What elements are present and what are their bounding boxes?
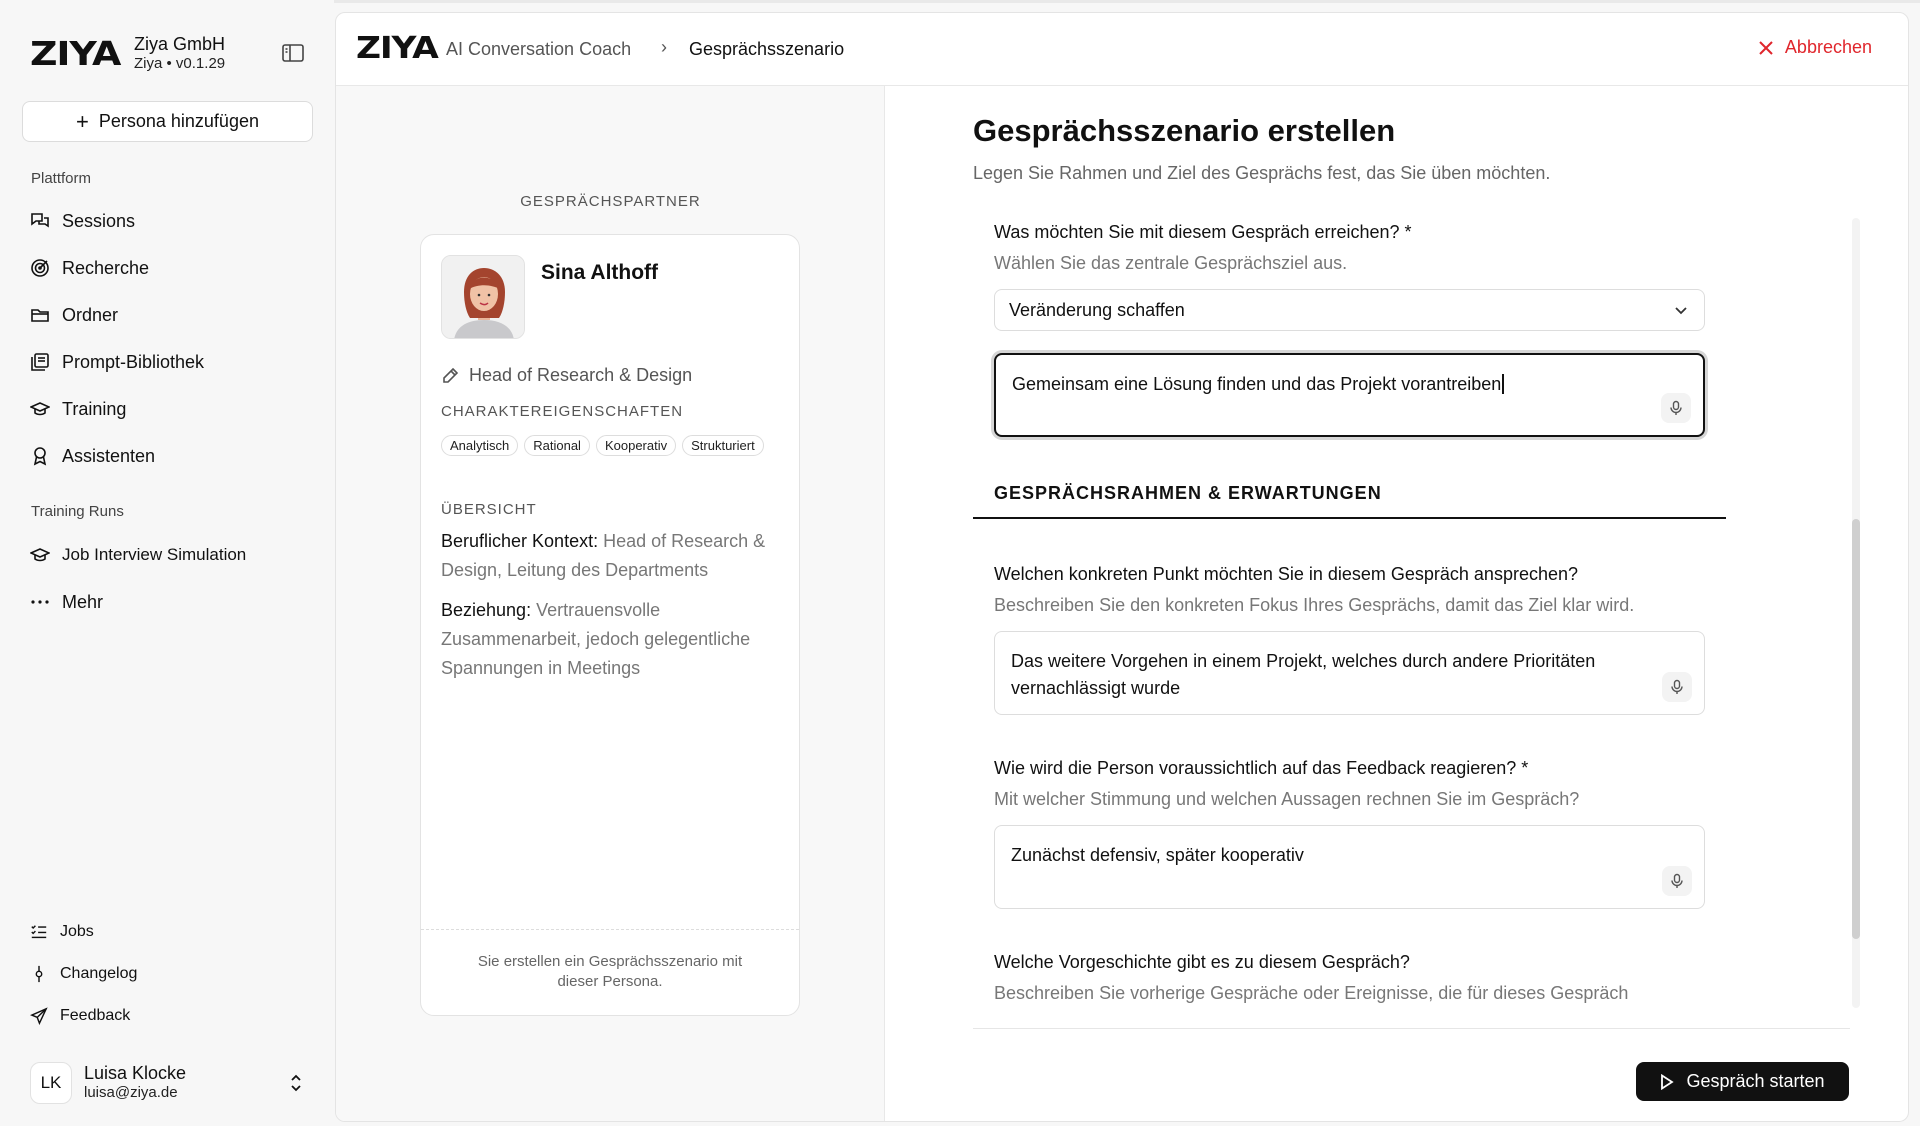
sidebar-item-jobs[interactable] <box>30 917 94 947</box>
reaction-help: Mit welcher Stimmung und welchen Aussagen rechnen Sie im Gespräch? <box>994 789 1580 809</box>
user-email: luisa@ziya.de <box>84 1084 178 1101</box>
library-icon <box>30 352 50 372</box>
sidebar-item-label: Mehr <box>62 591 104 612</box>
trait-tag: Rational <box>524 435 590 456</box>
play-icon <box>1660 1074 1674 1090</box>
scenario-form <box>885 86 1909 1122</box>
sidebar-item-label: Sessions <box>62 210 136 231</box>
sidebar-item-label: Ordner <box>62 304 119 325</box>
app-version: Ziya • v0.1.29 <box>134 54 226 72</box>
sidebar <box>0 0 334 1126</box>
goal-select[interactable] <box>994 289 1705 331</box>
page-title: Gesprächsszenario erstellen <box>973 113 1396 148</box>
sidebar-item-changelog[interactable] <box>30 959 137 989</box>
sidebar-item-label: Assistenten <box>62 445 156 466</box>
sidebar-toggle-icon[interactable] <box>282 44 304 62</box>
history-help: Beschreiben Sie vorherige Gespräche oder Ereignisse, die für dieses Gespräch <box>994 983 1629 1003</box>
section-title: GESPRÄCHSRAHMEN & ERWARTUNGEN <box>994 483 1382 503</box>
sidebar-item-label: Feedback <box>60 1007 131 1024</box>
avatar: LK <box>30 1062 72 1104</box>
relationship <box>441 596 786 683</box>
traits-list <box>441 435 781 456</box>
chevrons-up-down-icon <box>287 1073 305 1093</box>
context-label: Beruflicher Kontext: <box>441 531 599 551</box>
add-persona-label: Persona hinzufügen <box>98 111 259 131</box>
persona-pane <box>336 86 885 1122</box>
section-divider <box>973 517 1726 519</box>
send-icon <box>30 1007 48 1025</box>
professional-context <box>441 527 786 585</box>
award-icon <box>30 446 50 466</box>
org-switcher[interactable] <box>134 35 225 73</box>
persona-name: Sina Althoff <box>541 261 659 284</box>
point-question: Welchen konkreten Punkt möchten Sie in diesem Gespräch ansprechen? <box>994 564 1578 584</box>
sidebar-item-mehr[interactable] <box>30 587 103 617</box>
microphone-icon <box>1668 400 1684 416</box>
cancel-button[interactable] <box>1759 37 1872 58</box>
add-persona-button[interactable] <box>22 101 313 142</box>
target-icon <box>30 258 50 278</box>
sidebar-item-training[interactable] <box>30 394 126 424</box>
point-text: Das weitere Vorgehen in einem Projekt, welches durch andere Prioritäten vernachlässigt wurde <box>1011 651 1596 698</box>
sidebar-item-label: Recherche <box>62 257 150 278</box>
goal-select-value: Veränderung schaffen <box>1009 299 1185 320</box>
main-panel <box>335 12 1909 1122</box>
sidebar-item-feedback[interactable] <box>30 1001 130 1031</box>
brand <box>30 34 225 73</box>
list-checks-icon <box>30 923 48 941</box>
folder-icon <box>30 305 50 325</box>
breadcrumb-root[interactable]: AI Conversation Coach <box>446 39 632 59</box>
trait-tag: Strukturiert <box>682 435 764 456</box>
sidebar-item-label: Changelog <box>60 965 138 982</box>
footer-divider <box>973 1028 1850 1029</box>
sidebar-item-label: Training <box>62 398 127 419</box>
sidebar-item-sessions[interactable] <box>30 206 135 236</box>
breadcrumb-current: Gesprächsszenario <box>689 39 845 59</box>
persona-role-text: Head of Research & Design <box>469 365 693 385</box>
relation-label: Beziehung: <box>441 600 532 620</box>
trait-tag: Kooperativ <box>596 435 676 456</box>
sessions-icon <box>30 211 50 231</box>
graduation-cap-icon <box>30 545 50 565</box>
history-question: Welche Vorgeschichte gibt es zu diesem Gespräch? <box>994 952 1410 972</box>
training-runs-section-label: Training Runs <box>31 503 124 520</box>
commit-icon <box>30 965 48 983</box>
ziya-logo: ZIYA <box>30 34 121 73</box>
microphone-icon <box>1669 679 1685 695</box>
persona-card <box>420 234 800 1016</box>
cancel-label: Abbrechen <box>1784 37 1872 57</box>
goal-question: Was möchten Sie mit diesem Gespräch erreichen? * <box>994 222 1412 242</box>
scrollbar-thumb[interactable] <box>1852 519 1860 939</box>
trait-tag: Analytisch <box>441 435 518 456</box>
reaction-question: Wie wird die Person voraussichtlich auf das Feedback reagieren? * <box>994 758 1529 778</box>
persona-avatar <box>441 255 525 339</box>
sidebar-item-label: Job Interview Simulation <box>62 545 247 564</box>
page-subtitle: Legen Sie Rahmen und Ziel des Gesprächs fest, das Sie üben möchten. <box>973 163 1551 183</box>
mic-button[interactable] <box>1662 866 1692 896</box>
pencil-icon <box>441 367 459 385</box>
ziya-logo: ZIYA <box>356 31 438 66</box>
context-value: Head of Research & Design, Leitung des Departments <box>441 531 766 580</box>
graduation-cap-icon <box>30 399 50 419</box>
sidebar-item-label: Prompt-Bibliothek <box>62 351 205 372</box>
traits-label: CHARAKTEREIGENSCHAFTEN <box>441 403 684 420</box>
point-help: Beschreiben Sie den konkreten Fokus Ihres Gesprächs, damit das Ziel klar wird. <box>994 595 1635 615</box>
point-textarea[interactable] <box>994 631 1705 715</box>
microphone-icon <box>1669 873 1685 889</box>
chevron-down-icon <box>1674 304 1688 318</box>
reaction-text: Zunächst defensiv, später kooperativ <box>1011 845 1304 865</box>
mic-button[interactable] <box>1661 393 1691 423</box>
sidebar-item-prompt-bibliothek[interactable] <box>30 347 204 377</box>
top-header <box>336 13 1908 86</box>
reaction-textarea[interactable] <box>994 825 1705 909</box>
platform-section-label: Plattform <box>31 170 92 187</box>
persona-role <box>441 365 692 386</box>
start-conversation-label: Gespräch starten <box>1686 1071 1825 1091</box>
user-name: Luisa Klocke <box>84 1063 187 1083</box>
goal-text: Gemeinsam eine Lösung finden und das Projekt vorantreiben <box>1012 374 1502 394</box>
org-name: Ziya GmbH <box>134 33 226 54</box>
persona-section-label: GESPRÄCHSPARTNER <box>520 193 701 210</box>
start-conversation-button[interactable] <box>1636 1062 1849 1101</box>
mic-button[interactable] <box>1662 672 1692 702</box>
sidebar-item-label: Jobs <box>60 923 94 940</box>
sidebar-item-ordner[interactable] <box>30 300 118 330</box>
relation-value: Vertrauensvolle Zusammenarbeit, jedoch gelegentliche Spannungen in Meetings <box>441 600 751 678</box>
plus-icon: + <box>76 108 89 134</box>
close-icon <box>1759 41 1773 55</box>
goal-textarea[interactable] <box>994 353 1705 437</box>
user-menu[interactable] <box>30 1060 305 1106</box>
chevron-right-icon: › <box>661 37 667 57</box>
overview-label: ÜBERSICHT <box>441 501 537 518</box>
sidebar-item-assistenten[interactable] <box>30 441 155 471</box>
persona-card-footer: Sie erstellen ein Gesprächsszenario mit dieser Persona. <box>421 929 799 1015</box>
sidebar-item-job-interview[interactable] <box>30 540 246 570</box>
sidebar-item-recherche[interactable] <box>30 253 149 283</box>
more-icon <box>30 592 50 612</box>
goal-help: Wählen Sie das zentrale Gesprächsziel aus. <box>994 253 1348 273</box>
